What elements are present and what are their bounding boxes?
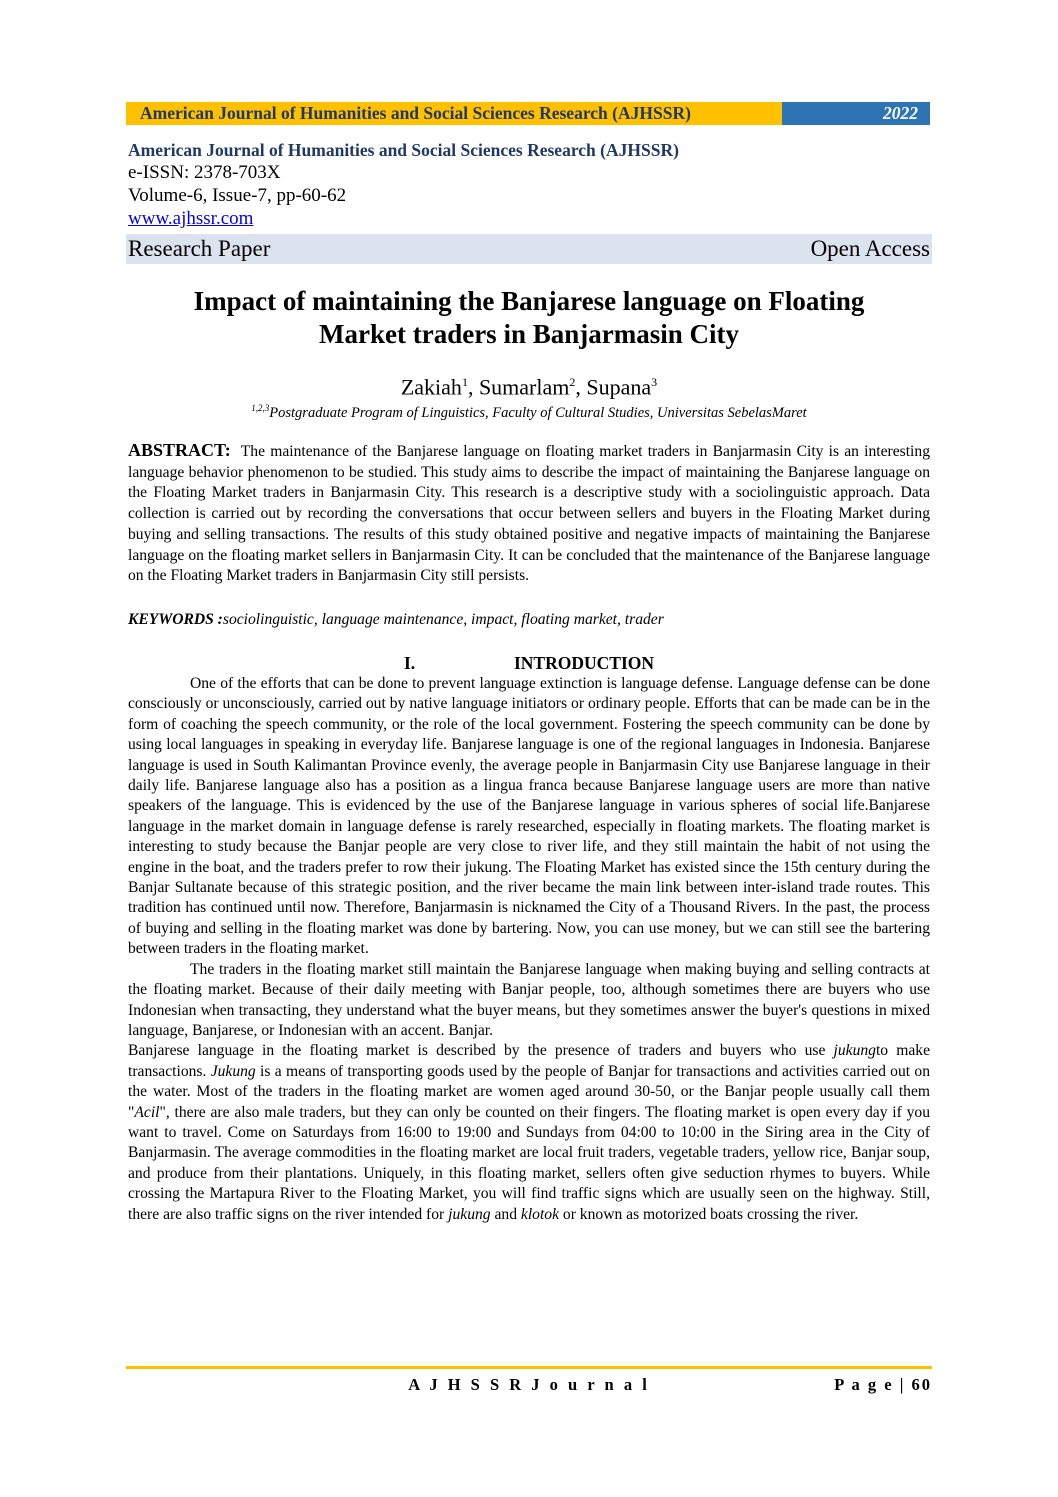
keywords-text: sociolinguistic, language maintenance, impact, floating market, trader [222, 611, 664, 628]
paper-type-bar [126, 234, 932, 264]
paragraph: The traders in the floating market still maintain the Banjarese language when making buying and selling contracts at the floating market. Because of their daily meeting with Banjar people, too, although sometimes there are buyers who use Indonesian when transacting, they understand what the buyer means, but they sometimes answer the buyer's questions in mixed language, Banjarese, or Indonesian with an accent. Banjar. [128, 960, 930, 1039]
footer-page-label: P a g e | [834, 1375, 912, 1394]
text-run: ", there are also male traders, but they can only be counted on their fingers. The floating market is open every day if you want to travel. Come on Saturdays from 16:00 to 19:00 and Sundays from 04:00 to 10:00 in the Siring area in the City of Banjarmasin. The average commodities in the floating market are local fruit traders, vegetable traders, yellow rice, Banjar soup, and produce from their plantations. Uniquely, in this floating market, sellers often give seduction rhymes to buyers. While crossing the Martapura River to the Floating Market, you will find traffic signs which are usually seen on the highway. Still, there are also traffic signs on the river intended for [128, 1103, 930, 1223]
footer-rule [126, 1366, 932, 1369]
author-separator: , [467, 374, 479, 400]
abstract-label: ABSTRACT: [128, 440, 231, 460]
eissn-value: 2378-703X [193, 162, 281, 183]
title-line-2: Market traders in Banjarmasin City [319, 319, 739, 349]
journal-name: American Journal of Humanities and Social Sciences Research (AJHSSR) [128, 140, 679, 160]
footer-page-number: 60 [911, 1375, 932, 1394]
journal-eissn [128, 161, 930, 184]
keywords-label: KEYWORDS : [128, 611, 223, 628]
section-title: INTRODUCTION [513, 653, 655, 673]
author-list [126, 369, 932, 400]
author-name: Supana [586, 374, 652, 400]
text-run: and [490, 1205, 521, 1223]
author-affil-mark: 3 [651, 375, 658, 389]
abstract-text: The maintenance of the Banjarese language on floating market traders in Banjarmasin City is an interesting language behavior phenomenon to be studied. This study aims to describe the impact of maintaining the Banjarese language on the Floating Market traders in Banjarmasin City. This research is a descriptive study with a sociolinguistic approach. Data collection is carried out by recording the conversations that occur between sellers and buyers in the Floating Market during buying and selling transactions. The results of this study obtained positive and negative impacts of maintaining the Banjarese language on the floating market sellers in Banjarmasin City. It can be concluded that the maintenance of the Banjarese language on the Floating Market traders in Banjarmasin City still persists. [128, 443, 930, 585]
journal-volume: Volume-6, Issue-7, pp-60-62 [128, 185, 347, 206]
running-header-journal: American Journal of Humanities and Social Sciences Research (AJHSSR) [126, 102, 782, 125]
italic-term: Jukung [210, 1062, 256, 1080]
journal-website-link[interactable]: www.ajhssr.com [128, 208, 254, 229]
author-name: Sumarlam [478, 374, 570, 400]
author-separator: , [575, 374, 587, 400]
keywords [128, 609, 930, 630]
affiliation-marks: 1,2,3 [251, 403, 270, 413]
footer-page [834, 1374, 932, 1396]
section-number: I. [403, 653, 416, 673]
running-header-year: 2022 [782, 102, 930, 125]
paper-title [126, 285, 932, 351]
access-type: Open Access [810, 236, 930, 261]
affiliation-text: Postgraduate Program of Linguistics, Faculty of Cultural Studies, Universitas SebelasMaret [269, 404, 807, 421]
italic-term: klotok [520, 1205, 560, 1223]
title-line-1: Impact of maintaining the Banjarese language on Floating [193, 286, 865, 316]
journal-info [128, 139, 930, 230]
paper-type: Research Paper [128, 236, 271, 261]
footer-journal: A J H S S R J o u r n a l [408, 1375, 650, 1394]
text-run: is a means of transporting goods used by the people of Banjar for transactions and activities carried out on the water. Most of the traders in the floating market are women aged around 30-50, or the Banjar people usually call them " [128, 1062, 931, 1121]
author-affil-mark: 2 [569, 375, 576, 389]
section-heading [128, 652, 930, 674]
paragraph [128, 1041, 930, 1225]
italic-term: jukung [833, 1042, 876, 1060]
text-run: or known as motorized boats crossing the river. [559, 1205, 859, 1223]
page-footer [126, 1374, 932, 1396]
text-run: Banjarese language in the floating market is described by the presence of traders and buyers who use [128, 1042, 834, 1060]
eissn-label: e-ISSN: [128, 162, 194, 183]
italic-term: jukung [448, 1205, 491, 1223]
introduction-body [128, 674, 930, 1225]
text-run: to make transactions. [128, 1042, 931, 1080]
author-affil-mark: 1 [461, 375, 468, 389]
italic-term: Acil [134, 1103, 160, 1121]
paragraph: One of the efforts that can be done to prevent language extinction is language defense. Language defense can be done consciously or unconsciously, carried out by native language initiators or ordinary people. Efforts that can be made can be in the form of coaching the speech community, or the role of the local government. Fostering the speech community can be done by using local languages in speaking in everyday life. Banjarese language is one of the regional languages in Indonesia. Banjarese language is used in South Kalimantan Province evenly, the average people in Banjarmasin City use Banjarese language in their daily life. Banjarese language also has a position as a lingua franca because Banjarese language users are more than native speakers of the language. This is evidenced by the use of the Banjarese language in various spheres of social life.Banjarese language in the market domain in language defense is rarely researched, especially in floating markets. The floating market is interesting to study because the Banjar people are very close to river life, and they still maintain the habit of not using the engine in the boat, and the traders prefer to row their jukung. The Floating Market has existed since the 15th century during the Banjar Sultanate because of this strategic position, and the river became the main link between inter-island trade routes. This tradition has continued until now. Therefore, Banjarmasin is nicknamed the City of a Thousand Rivers. In the past, the process of buying and selling in the floating market was done by bartering. Now, you can use money, but we can still see the bartering between traders in the floating market. [128, 675, 930, 958]
affiliation [126, 398, 932, 423]
author-name: Zakiah [400, 374, 462, 400]
abstract [128, 440, 930, 587]
running-header [126, 102, 930, 125]
